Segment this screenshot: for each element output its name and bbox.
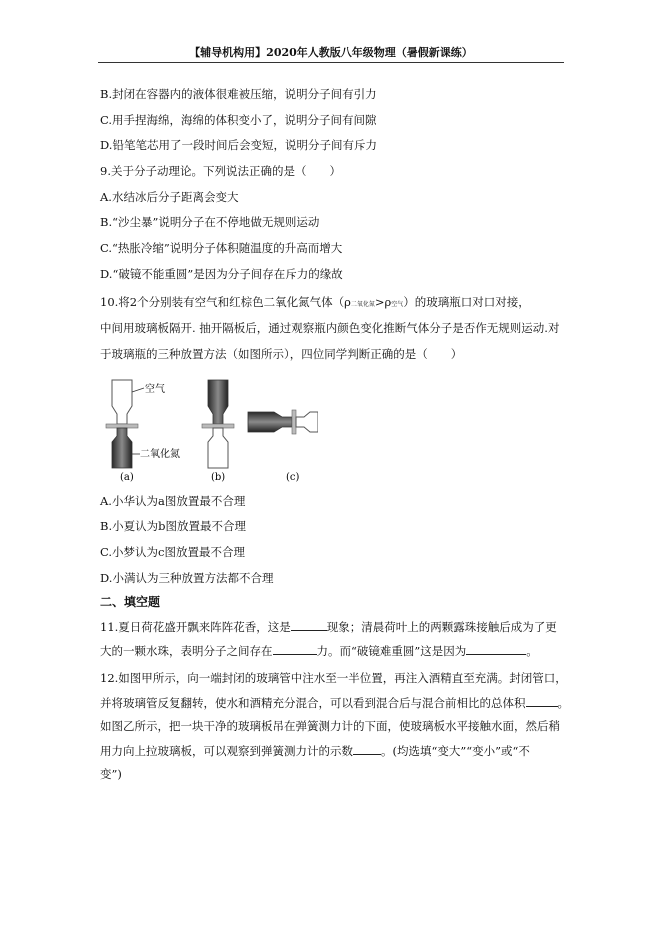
q11-text-5: 。 (526, 644, 538, 658)
question-9: 9.关于分子动理论。下列说法正确的是（ ） (100, 164, 341, 178)
question-12-line1: 12.如图甲所示，向一端封闭的玻璃管中注水至一半位置，再注入酒精直至充满。封闭管口， (100, 671, 567, 685)
question-12-line3: 如图乙所示，把一块干净的玻璃板吊在弹簧测力计的下面，使玻璃板水平接触水面，然后稍 (100, 719, 560, 733)
q11-blank-2[interactable] (273, 642, 317, 655)
q11-blank-1[interactable] (291, 618, 327, 631)
label-a: (a) (120, 472, 134, 483)
question-12-line5: 变”) (100, 767, 122, 781)
q10-text-a: 10.将2个分别装有空气和红棕色二氧化氮气体（ρ (100, 295, 351, 309)
q10-sub-no2: 二氧化氮 (350, 301, 375, 308)
bottle-figure-svg (98, 372, 318, 487)
q10-sub-air: 空气 (391, 301, 404, 308)
q11-text-4: 力。而“破镜难重圆”这是因为 (316, 644, 467, 658)
label-no2: 二氧化氮 (140, 449, 180, 460)
setup-b (202, 380, 234, 468)
option-10b: B.小夏认为b图放置最不合理 (100, 519, 246, 533)
option-10d: D.小满认为三种放置方法都不合理 (100, 571, 274, 585)
bottle-figure (98, 372, 318, 487)
question-11-line1 (100, 618, 557, 635)
question-10-line1 (100, 294, 530, 313)
q11-text-3: 大的一颗水珠，表明分子之间存在 (100, 644, 273, 658)
q12-blank-2[interactable] (353, 742, 381, 755)
q11-blank-3[interactable] (466, 642, 526, 655)
label-air: 空气 (145, 384, 165, 395)
option-10a: A.小华认为a图放置最不合理 (100, 494, 246, 508)
q12-text-1: 并将玻璃管反复翻转，使水和酒精充分混合，可以看到混合后与混合前相比的总体积 (100, 696, 526, 710)
option-10c: C.小梦认为c图放置最不合理 (100, 545, 245, 559)
option-8c: C.用手捏海绵，海绵的体积变小了，说明分子间有间隙 (100, 113, 377, 127)
q11-text-2: 现象；清晨荷叶上的两颗露珠接触后成为了更 (326, 620, 557, 634)
option-8b: B.封闭在容器内的液体很难被压缩，说明分子间有引力 (100, 87, 377, 101)
question-10-line2: 中间用玻璃板隔开. 抽开隔板后，通过观察瓶内颜色变化推断气体分子是否作无规则运动.对 (100, 321, 560, 335)
q12-text-4: 。(均选填“变大”“变小”或“不 (381, 744, 530, 758)
option-8d: D.铅笔笔芯用了一段时间后会变短，说明分子间有斥力 (100, 138, 377, 152)
label-c: (c) (286, 472, 300, 483)
q12-text-3: 用力向上拉玻璃板，可以观察到弹簧测力计的示数 (100, 744, 353, 758)
label-b: (b) (211, 472, 226, 483)
setup-a (106, 380, 144, 468)
question-12-line2 (100, 694, 569, 711)
setup-c (248, 410, 318, 434)
q10-text-b: ）的玻璃瓶口对口对接， (403, 295, 530, 309)
section-title: 二、填空题 (100, 595, 161, 609)
option-9b: B.“沙尘暴”说明分子在不停地做无规则运动 (100, 215, 320, 229)
question-12-line4 (100, 742, 530, 759)
option-9a: A.水结冰后分子距离会变大 (100, 190, 239, 204)
question-11-line2 (100, 642, 538, 659)
q12-text-2: 。 (557, 696, 569, 710)
question-10-line3: 于玻璃瓶的三种放置方法（如图所示），四位同学判断正确的是（ ） (100, 347, 463, 361)
page-header: 【辅导机构用】2020年人教版八年级物理（暑假新课练） (98, 44, 564, 63)
option-9d: D.“破镜不能重圆”是因为分子间存在斥力的缘故 (100, 267, 343, 281)
q11-text-1: 11.夏日荷花盛开飘来阵阵花香，这是 (100, 620, 291, 634)
q12-blank-1[interactable] (526, 694, 558, 707)
q10-text-gt: >ρ (374, 295, 392, 309)
option-9c: C.“热胀冷缩”说明分子体积随温度的升高而增大 (100, 241, 343, 255)
